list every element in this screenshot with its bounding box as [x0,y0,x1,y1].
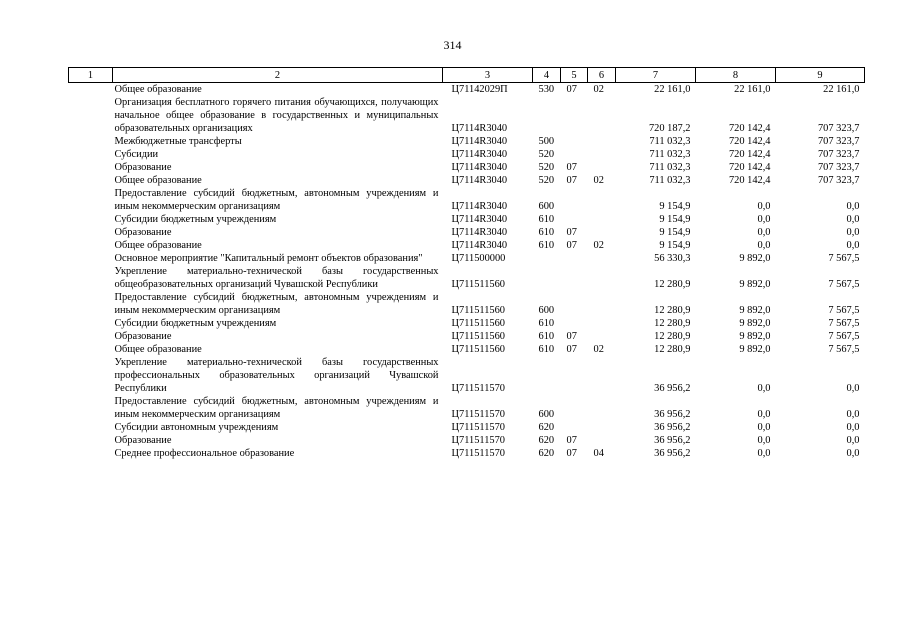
row-value-3: 707 323,7 [817,136,860,147]
row-subsection [588,330,616,343]
row-expense-type: 610 [538,214,555,225]
row-code: Ц711511570 [451,435,505,446]
row-section [561,421,588,434]
row-code: Ц711511560 [451,344,505,355]
row-section: 07 [566,331,577,342]
row-value-3: 7 567,5 [828,318,860,329]
empty-cell [69,317,113,330]
row-name: Предоставление субсидий бюджетным, автономным учреждениям и иным некоммерческим организациям [114,292,439,316]
row-name: Субсидии [114,149,159,160]
table-body [69,83,865,461]
row-value-2: 720 142,4 [728,149,771,160]
row-value-2: 0,0 [757,435,771,446]
row-section [561,213,588,226]
table-row [69,395,865,421]
row-section [561,291,588,317]
row-section: 07 [566,448,577,459]
table-row [69,421,865,434]
row-name: Субсидии бюджетным учреждениям [114,214,277,225]
row-value-1: 12 280,9 [654,305,691,316]
table-row [69,252,865,265]
row-section [561,265,588,291]
row-value-2: 0,0 [757,383,771,394]
row-name: Предоставление субсидий бюджетным, автономным учреждениям и иным некоммерческим организациям [114,396,439,420]
column-header: 4 [533,68,561,83]
empty-cell [69,291,113,317]
row-value-3: 22 161,0 [823,84,860,95]
table-row [69,213,865,226]
row-expense-type: 610 [538,240,555,251]
row-expense-type: 600 [538,201,555,212]
row-value-3: 707 323,7 [817,175,860,186]
empty-cell [69,83,113,97]
row-name: Образование [114,227,172,238]
row-subsection [588,187,616,213]
row-value-1: 9 154,9 [659,201,691,212]
row-section [561,252,588,265]
row-expense-type [533,265,561,291]
row-expense-type: 520 [538,162,555,173]
row-section: 07 [566,162,577,173]
row-name: Образование [114,435,172,446]
row-value-1: 56 330,3 [654,253,691,264]
table-row [69,83,865,97]
row-expense-type: 500 [538,136,555,147]
row-name: Общее образование [114,175,202,186]
row-value-3: 707 323,7 [817,162,860,173]
table-row [69,343,865,356]
row-value-1: 720 187,2 [648,123,691,134]
empty-cell [69,148,113,161]
column-header: 1 [69,68,113,83]
row-value-3: 7 567,5 [828,253,860,264]
row-value-2: 9 892,0 [739,318,771,329]
column-header: 5 [561,68,588,83]
row-code: Ц711511560 [451,331,505,342]
row-value-1: 36 956,2 [654,383,691,394]
table-row [69,434,865,447]
row-code: Ц711511570 [451,422,505,433]
table-row [69,226,865,239]
table-row [69,239,865,252]
row-section: 07 [566,240,577,251]
row-value-1: 12 280,9 [654,331,691,342]
row-value-2: 0,0 [757,422,771,433]
row-value-1: 12 280,9 [654,318,691,329]
row-section [561,395,588,421]
table-header [69,68,865,83]
row-section: 07 [566,227,577,238]
row-expense-type: 520 [538,175,555,186]
row-name: Образование [114,162,172,173]
row-value-1: 36 956,2 [654,409,691,420]
row-subsection [588,252,616,265]
column-header: 7 [616,68,696,83]
column-header: 8 [696,68,776,83]
row-section [561,356,588,395]
row-expense-type: 610 [538,227,555,238]
row-value-2: 720 142,4 [728,175,771,186]
row-value-3: 707 323,7 [817,123,860,134]
row-value-2: 0,0 [757,240,771,251]
empty-cell [69,187,113,213]
row-name: Общее образование [114,344,202,355]
row-value-3: 0,0 [846,448,860,459]
row-value-3: 7 567,5 [828,279,860,290]
table-row [69,447,865,460]
empty-cell [69,96,113,135]
budget-table [68,67,865,460]
row-value-1: 9 154,9 [659,214,691,225]
row-value-2: 720 142,4 [728,136,771,147]
row-value-2: 9 892,0 [739,331,771,342]
row-code: Ц711511570 [451,448,505,459]
row-subsection [588,265,616,291]
column-header: 6 [588,68,616,83]
row-subsection [588,356,616,395]
row-expense-type [533,252,561,265]
empty-cell [69,343,113,356]
empty-cell [69,421,113,434]
empty-cell [69,434,113,447]
row-subsection [588,135,616,148]
row-section: 07 [566,344,577,355]
row-subsection [588,96,616,135]
row-code: Ц7114R3040 [451,136,508,147]
row-subsection: 02 [593,344,604,355]
row-expense-type: 600 [538,409,555,420]
row-name: Среднее профессиональное образование [114,448,295,459]
row-value-2: 720 142,4 [728,162,771,173]
row-name: Общее образование [114,84,202,95]
empty-cell [69,356,113,395]
row-code: Ц7114R3040 [451,123,508,134]
row-value-2: 9 892,0 [739,344,771,355]
row-name: Субсидии автономным учреждениям [114,422,279,433]
row-code: Ц7114R3040 [451,149,508,160]
row-expense-type: 620 [538,448,555,459]
row-subsection [588,148,616,161]
table-row [69,135,865,148]
row-subsection [588,226,616,239]
row-value-1: 12 280,9 [654,344,691,355]
row-name: Укрепление материально-технической базы государственных профессиональных образовательных организаций Чувашской Республики [114,357,439,394]
row-value-1: 36 956,2 [654,435,691,446]
row-value-1: 711 032,3 [649,162,691,173]
row-value-3: 0,0 [846,422,860,433]
empty-cell [69,239,113,252]
row-value-2: 720 142,4 [728,123,771,134]
row-value-2: 0,0 [757,448,771,459]
row-expense-type: 620 [538,422,555,433]
table-row [69,148,865,161]
row-value-3: 0,0 [846,383,860,394]
row-name: Организация бесплатного горячего питания обучающихся, получающих начальное общее образование в государственных и муниципальных образовательных организациях [114,97,439,134]
empty-cell [69,330,113,343]
row-section [561,187,588,213]
row-section [561,135,588,148]
row-code: Ц7114R3040 [451,214,508,225]
row-subsection: 02 [593,240,604,251]
row-name: Межбюджетные трансферты [114,136,242,147]
row-expense-type: 620 [538,435,555,446]
row-value-2: 9 892,0 [739,253,771,264]
table-row [69,174,865,187]
row-name: Субсидии бюджетным учреждениям [114,318,277,329]
row-code: Ц71142029П [451,84,508,95]
row-value-1: 36 956,2 [654,448,691,459]
row-value-3: 7 567,5 [828,305,860,316]
row-expense-type: 530 [538,84,555,95]
empty-cell [69,213,113,226]
row-value-2: 0,0 [757,214,771,225]
row-code: Ц7114R3040 [451,175,508,186]
row-value-2: 22 161,0 [734,84,771,95]
empty-cell [69,135,113,148]
row-value-3: 0,0 [846,240,860,251]
row-subsection [588,291,616,317]
row-subsection [588,434,616,447]
row-expense-type [533,356,561,395]
row-expense-type [533,96,561,135]
table-row [69,291,865,317]
row-code: Ц711511560 [451,279,505,290]
row-name: Основное мероприятие "Капитальный ремонт объектов образования" [114,253,423,264]
row-value-1: 711 032,3 [649,149,691,160]
row-subsection [588,395,616,421]
row-subsection [588,421,616,434]
row-expense-type: 610 [538,331,555,342]
row-code: Ц7114R3040 [451,227,508,238]
row-section: 07 [566,175,577,186]
row-code: Ц7114R3040 [451,240,508,251]
row-value-2: 9 892,0 [739,279,771,290]
row-value-1: 22 161,0 [654,84,691,95]
row-subsection [588,317,616,330]
row-value-2: 9 892,0 [739,305,771,316]
row-value-3: 707 323,7 [817,149,860,160]
row-value-1: 9 154,9 [659,240,691,251]
empty-cell [69,395,113,421]
row-section [561,317,588,330]
empty-cell [69,174,113,187]
row-name: Общее образование [114,240,202,251]
row-name: Укрепление материально-технической базы государственных общеобразовательных организаций Чувашской Республики [114,266,439,290]
row-value-2: 0,0 [757,201,771,212]
row-code: Ц711511560 [451,318,505,329]
table-row [69,187,865,213]
row-value-1: 36 956,2 [654,422,691,433]
row-value-3: 0,0 [846,409,860,420]
row-value-1: 9 154,9 [659,227,691,238]
row-name: Образование [114,331,172,342]
row-value-3: 0,0 [846,435,860,446]
row-value-1: 711 032,3 [649,175,691,186]
row-value-3: 0,0 [846,201,860,212]
row-expense-type: 610 [538,318,555,329]
table-row [69,96,865,135]
row-value-3: 0,0 [846,214,860,225]
page-number: 314 [443,38,462,52]
row-code: Ц7114R3040 [451,201,508,212]
row-subsection: 02 [593,175,604,186]
table-row [69,161,865,174]
column-header: 3 [443,68,533,83]
row-value-2: 0,0 [757,409,771,420]
empty-cell [69,447,113,460]
row-code: Ц711500000 [451,253,506,264]
row-code: Ц7114R3040 [451,162,508,173]
row-value-1: 12 280,9 [654,279,691,290]
row-expense-type: 610 [538,344,555,355]
row-section: 07 [566,435,577,446]
table-row [69,356,865,395]
column-header: 2 [113,68,443,83]
table-row [69,317,865,330]
row-value-3: 7 567,5 [828,344,860,355]
row-value-1: 711 032,3 [649,136,691,147]
row-subsection: 04 [593,448,604,459]
row-value-3: 7 567,5 [828,331,860,342]
table-row [69,265,865,291]
row-section [561,96,588,135]
column-header: 9 [776,68,865,83]
row-subsection: 02 [593,84,604,95]
row-name: Предоставление субсидий бюджетным, автономным учреждениям и иным некоммерческим организациям [114,188,439,212]
table-row [69,330,865,343]
row-section [561,148,588,161]
empty-cell [69,252,113,265]
empty-cell [69,226,113,239]
row-subsection [588,213,616,226]
empty-cell [69,265,113,291]
row-code: Ц711511570 [451,409,505,420]
row-section: 07 [566,84,577,95]
row-value-3: 0,0 [846,227,860,238]
row-expense-type: 600 [538,305,555,316]
row-expense-type: 520 [538,149,555,160]
row-code: Ц711511570 [451,383,505,394]
row-subsection [588,161,616,174]
empty-cell [69,161,113,174]
row-value-2: 0,0 [757,227,771,238]
row-code: Ц711511560 [451,305,505,316]
